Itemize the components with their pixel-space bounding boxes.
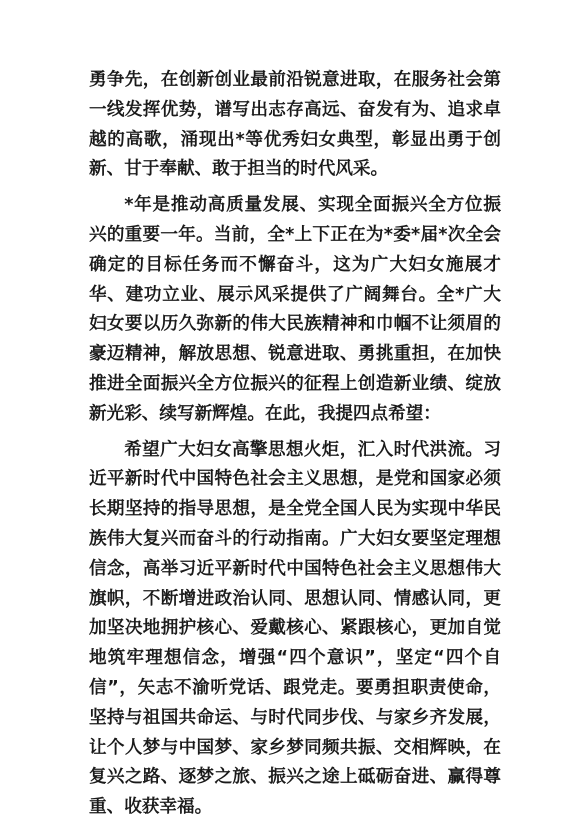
paragraph-hope-one: 希望广大妇女高擎思想火炬，汇入时代洪流。习近平新时代中国特色社会主义思想，是党和国家必须长期坚持的指导思想，是全党全国人民为实现中华民族伟大复兴而奋斗的行动指南。广大妇女要坚定理想信念，高举习近平新时代中国特色社会主义思想伟大旗帜，不断增进政治认同、思想认同、情感认同，更加坚决地拥护核心、爱戴核心、紧跟核心，更加自觉地筑牢理想信念，增强“四个意识”，坚定“四个自信”，矢志不渝听党话、跟党走。要勇担职责使命，坚持与祖国共命运、与时代同步伐、与家乡齐发展，让个人梦与中国梦、家乡梦同频共振、交相辉映，在复兴之路、逐梦之旅、振兴之途上砥砺奋进、赢得尊重、收获幸福。 [89,439,501,818]
paragraph-continuation: 勇争先，在创新创业最前沿锐意进取，在服务社会第一线发挥优势，谱写出志存高远、奋发有为、追求卓越的高歌，涌现出*等优秀妇女典型，彰显出勇于创新、甘于奉献、敢于担当的时代风采。 [89,70,501,180]
paragraph-year-overview: *年是推动高质量发展、实现全面振兴全方位振兴的重要一年。当前，全*上下正在为*委*届*次全会确定的目标任务而不懈奋斗，这为广大妇女施展才华、建功立业、展示风采提供了广阔舞台。全*广大妇女要以历久弥新的伟大民族精神和巾帼不让须眉的豪迈精神，解放思想、锐意进取、勇挑重担，在加快推进全面振兴全方位振兴的征程上创造新业绩、绽放新光彩、续写新辉煌。在此，我提四点希望： [89,195,501,424]
document-body [89,66,501,823]
